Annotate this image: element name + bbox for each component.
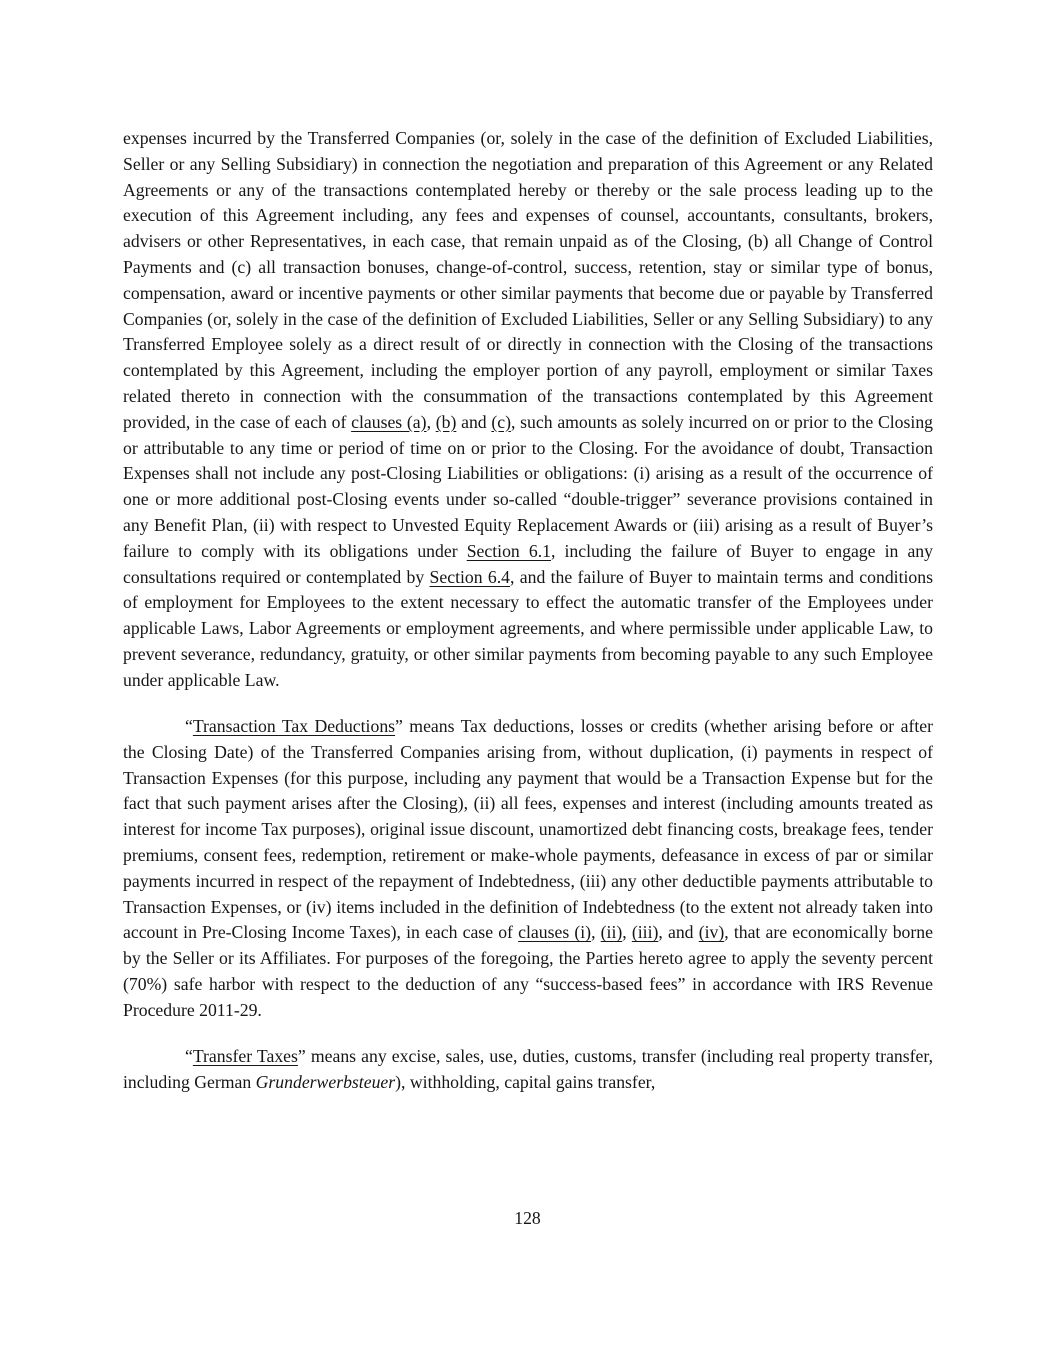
underlined-term: (c) [491,411,512,432]
underlined-term: (b) [435,411,457,432]
text-segment: ), withholding, capital gains transfer, [395,1071,656,1092]
text-segment: expenses incurred by the Transferred Companies (or, solely in the case of the definition of Excluded Liabilities, Seller or any Selling Subsidiary) in connection the negotiation and preparation of this Agreement or any Related Agreements or any of the transactions contemplated hereby or thereby or the sale process leading up to the execution of this Agreement including, any fees and expenses of counsel, accountants, consultants, brokers, advisers or other Representatives, in each case, that remain unpaid as of the Closing, (b) all Change of Control Payments and (c) all transaction bonuses, change-of-control, success, retention, stay or similar type of bonus, compensation, award or incentive payments or other similar payments that become due or payable by Transferred Companies (or, solely in the case of the definition of Excluded Liabilities, Seller or any Selling Subsidiary) to any Transferred Employee solely as a direct result of or directly in connection with the Closing of the transactions contemplated by this Agreement, including the employer portion of any payroll, employment or similar Taxes related thereto in connection with the consummation of the transactions contemplated by this Agreement provided, in the case of each of [123,128,933,432]
italic-term: Grunderwerbsteuer [255,1071,396,1092]
underlined-term: Transfer Taxes [192,1046,298,1067]
underlined-term: (iv) [698,922,725,943]
underlined-term: (ii) [600,922,623,943]
text-segment: “ [185,716,193,737]
text-segment: and [456,411,492,432]
underlined-term: Transaction Tax Deductions [192,716,396,737]
text-segment: , that are economically borne by the Seller or its Affiliates. For purposes of the foregoing, the Parties hereto agree to apply the seventy percent (70%) safe harbor with respect to the deduction of any “success-based fees” in accordance with IRS Revenue Procedure 2011-29. [123,922,933,1020]
text-segment: , including the failure of Buyer to engage in any consultations required or contemplated by [123,540,933,587]
underlined-term: clauses (i) [518,922,592,943]
underlined-term: Section 6.1 [466,540,551,561]
text-segment: , [591,922,601,943]
paragraph-transaction-tax-deductions-definition [123,714,933,1024]
text-segment: , and [658,922,699,943]
document-body [123,126,933,1096]
paragraph-transaction-expenses-continuation [123,126,933,694]
underlined-term: (iii) [631,922,659,943]
text-segment: , [622,922,632,943]
text-segment: , and the failure of Buyer to maintain terms and conditions of employment for Employees to the extent necessary to effect the automatic transfer of the Employees under applicable Laws, Labor Agreements or employment agreements, and where permissible under applicable Law, to prevent severance, redundancy, gratuity, or other similar payments from becoming payable to any such Employee under applicable Law. [123,566,933,690]
underlined-term: clauses (a) [351,411,427,432]
text-segment: ” means Tax deductions, losses or credits (whether arising before or after the Closing Date) of the Transferred Companies arising from, without duplication, (i) payments in respect of Transaction Expenses (for this purpose, including any payment that would be a Transaction Expense but for the fact that such payment arises after the Closing), (ii) all fees, expenses and interest (including amounts treated as interest for income Tax purposes), original issue discount, unamortized debt financing costs, breakage fees, tender premiums, consent fees, redemption, retirement or make-whole payments, defeasance in excess of par or similar payments incurred in respect of the repayment of Indebtedness, (iii) any other deductible payments attributable to Transaction Expenses, or (iv) items included in the definition of Indebtedness (to the extent not already taken into account in Pre-Closing Income Taxes), in each case of [123,716,933,943]
paragraph-transfer-taxes-definition [123,1044,933,1096]
text-segment: “ [185,1046,193,1067]
text-segment: , [426,411,436,432]
underlined-term: Section 6.4 [429,566,511,587]
page-number: 128 [514,1208,541,1228]
text-segment: , such amounts as solely incurred on or prior to the Closing or attributable to any time or period of time on or prior to the Closing. For the avoidance of doubt, Transaction Expenses shall not include any post-Closing Liabilities or obligations: (i) arising as a result of the occurrence of one or more additional post-Closing events under so-called “double-trigger” severance provisions contained in any Benefit Plan, (ii) with respect to Unvested Equity Replacement Awards or (iii) arising as a result of Buyer’s failure to comply with its obligations under [123,411,934,561]
text-segment: ” means any excise, sales, use, duties, customs, transfer (including real property transfer, including German [123,1046,933,1092]
